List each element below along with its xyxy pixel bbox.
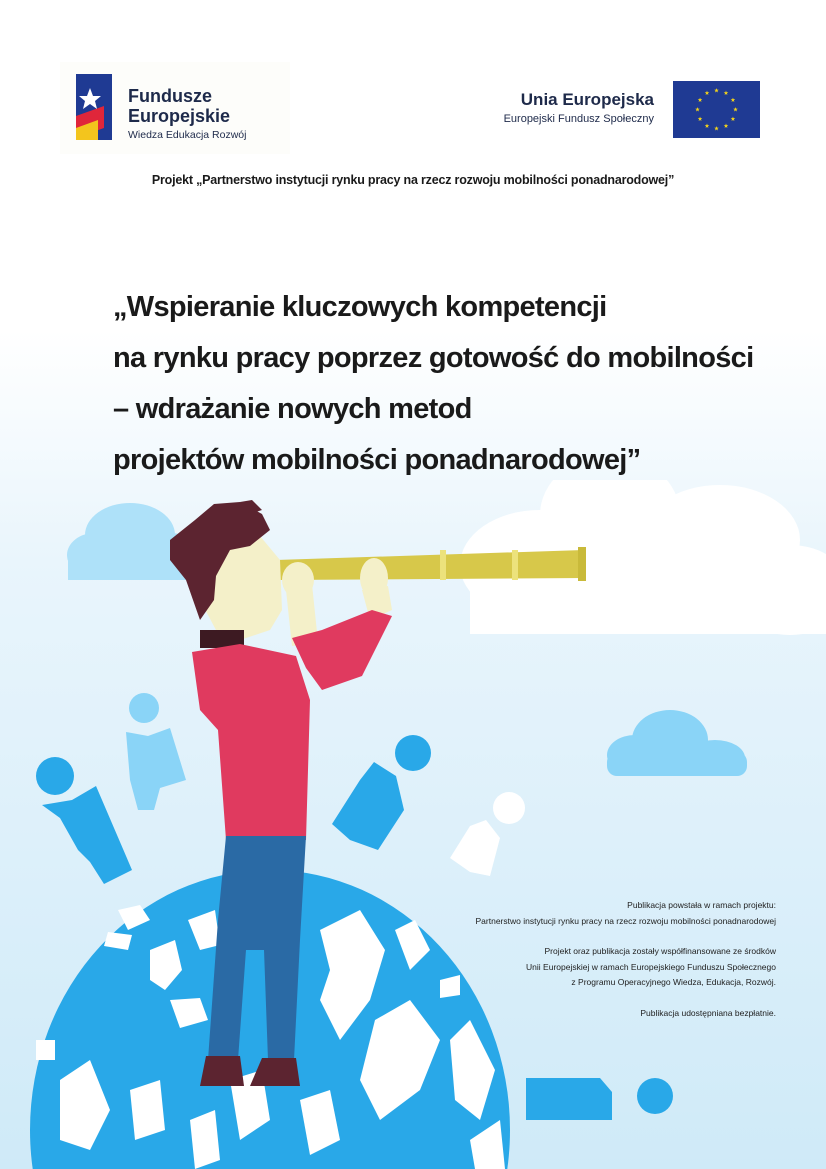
pub-line: Partnerstwo instytucji rynku pracy na rzecz rozwoju mobilności ponadnarodowej <box>475 915 776 926</box>
document-title <box>113 282 793 486</box>
ue-logo-line1: Unia Europejska <box>520 90 654 109</box>
fe-logo-line1: Fundusze <box>128 86 212 106</box>
person-icon <box>36 757 132 884</box>
project-line: Projekt „Partnerstwo instytucji rynku pracy na rzecz rozwoju mobilności ponadnarodowej” <box>151 173 675 187</box>
person-icon <box>332 735 431 850</box>
person-icon <box>526 1078 673 1120</box>
fe-logo-text <box>128 86 246 144</box>
fe-logo-line3: Wiedza Edukacja Rozwój <box>128 129 247 141</box>
publication-info <box>356 898 776 1021</box>
pub-line: z Programu Operacyjnego Wiedza, Edukacja, Rozwój. <box>571 977 776 987</box>
eu-flag-icon <box>673 81 760 138</box>
ue-logo-text <box>504 89 654 128</box>
pub-line: Publikacja powstała w ramach projektu: <box>627 900 776 910</box>
fe-flag-icon <box>74 70 134 150</box>
pub-line: Projekt oraz publikacja zostały współfinansowane ze środków <box>544 946 776 956</box>
title-line-2: na rynku pracy poprzez gotowość do mobilności <box>113 342 754 374</box>
person-icon <box>450 792 525 876</box>
pub-line: Unii Europejskiej w ramach Europejskiego Funduszu Społecznego <box>526 961 776 972</box>
person-icon <box>126 693 186 810</box>
title-line-4: projektów mobilności ponadnarodowej” <box>113 444 641 476</box>
pub-line: Publikacja udostępniana bezpłatnie. <box>640 1007 776 1018</box>
cover-illustration <box>0 480 826 1169</box>
title-line-3: – wdrażanie nowych metod <box>113 393 472 425</box>
title-line-1: „Wspieranie kluczowych kompetencji <box>113 291 607 323</box>
fe-logo-line2: Europejskie <box>128 106 231 126</box>
cloud-right-icon <box>607 710 747 776</box>
telescope-icon <box>276 547 586 581</box>
ue-logo-line2: Europejski Fundusz Społeczny <box>503 113 654 125</box>
